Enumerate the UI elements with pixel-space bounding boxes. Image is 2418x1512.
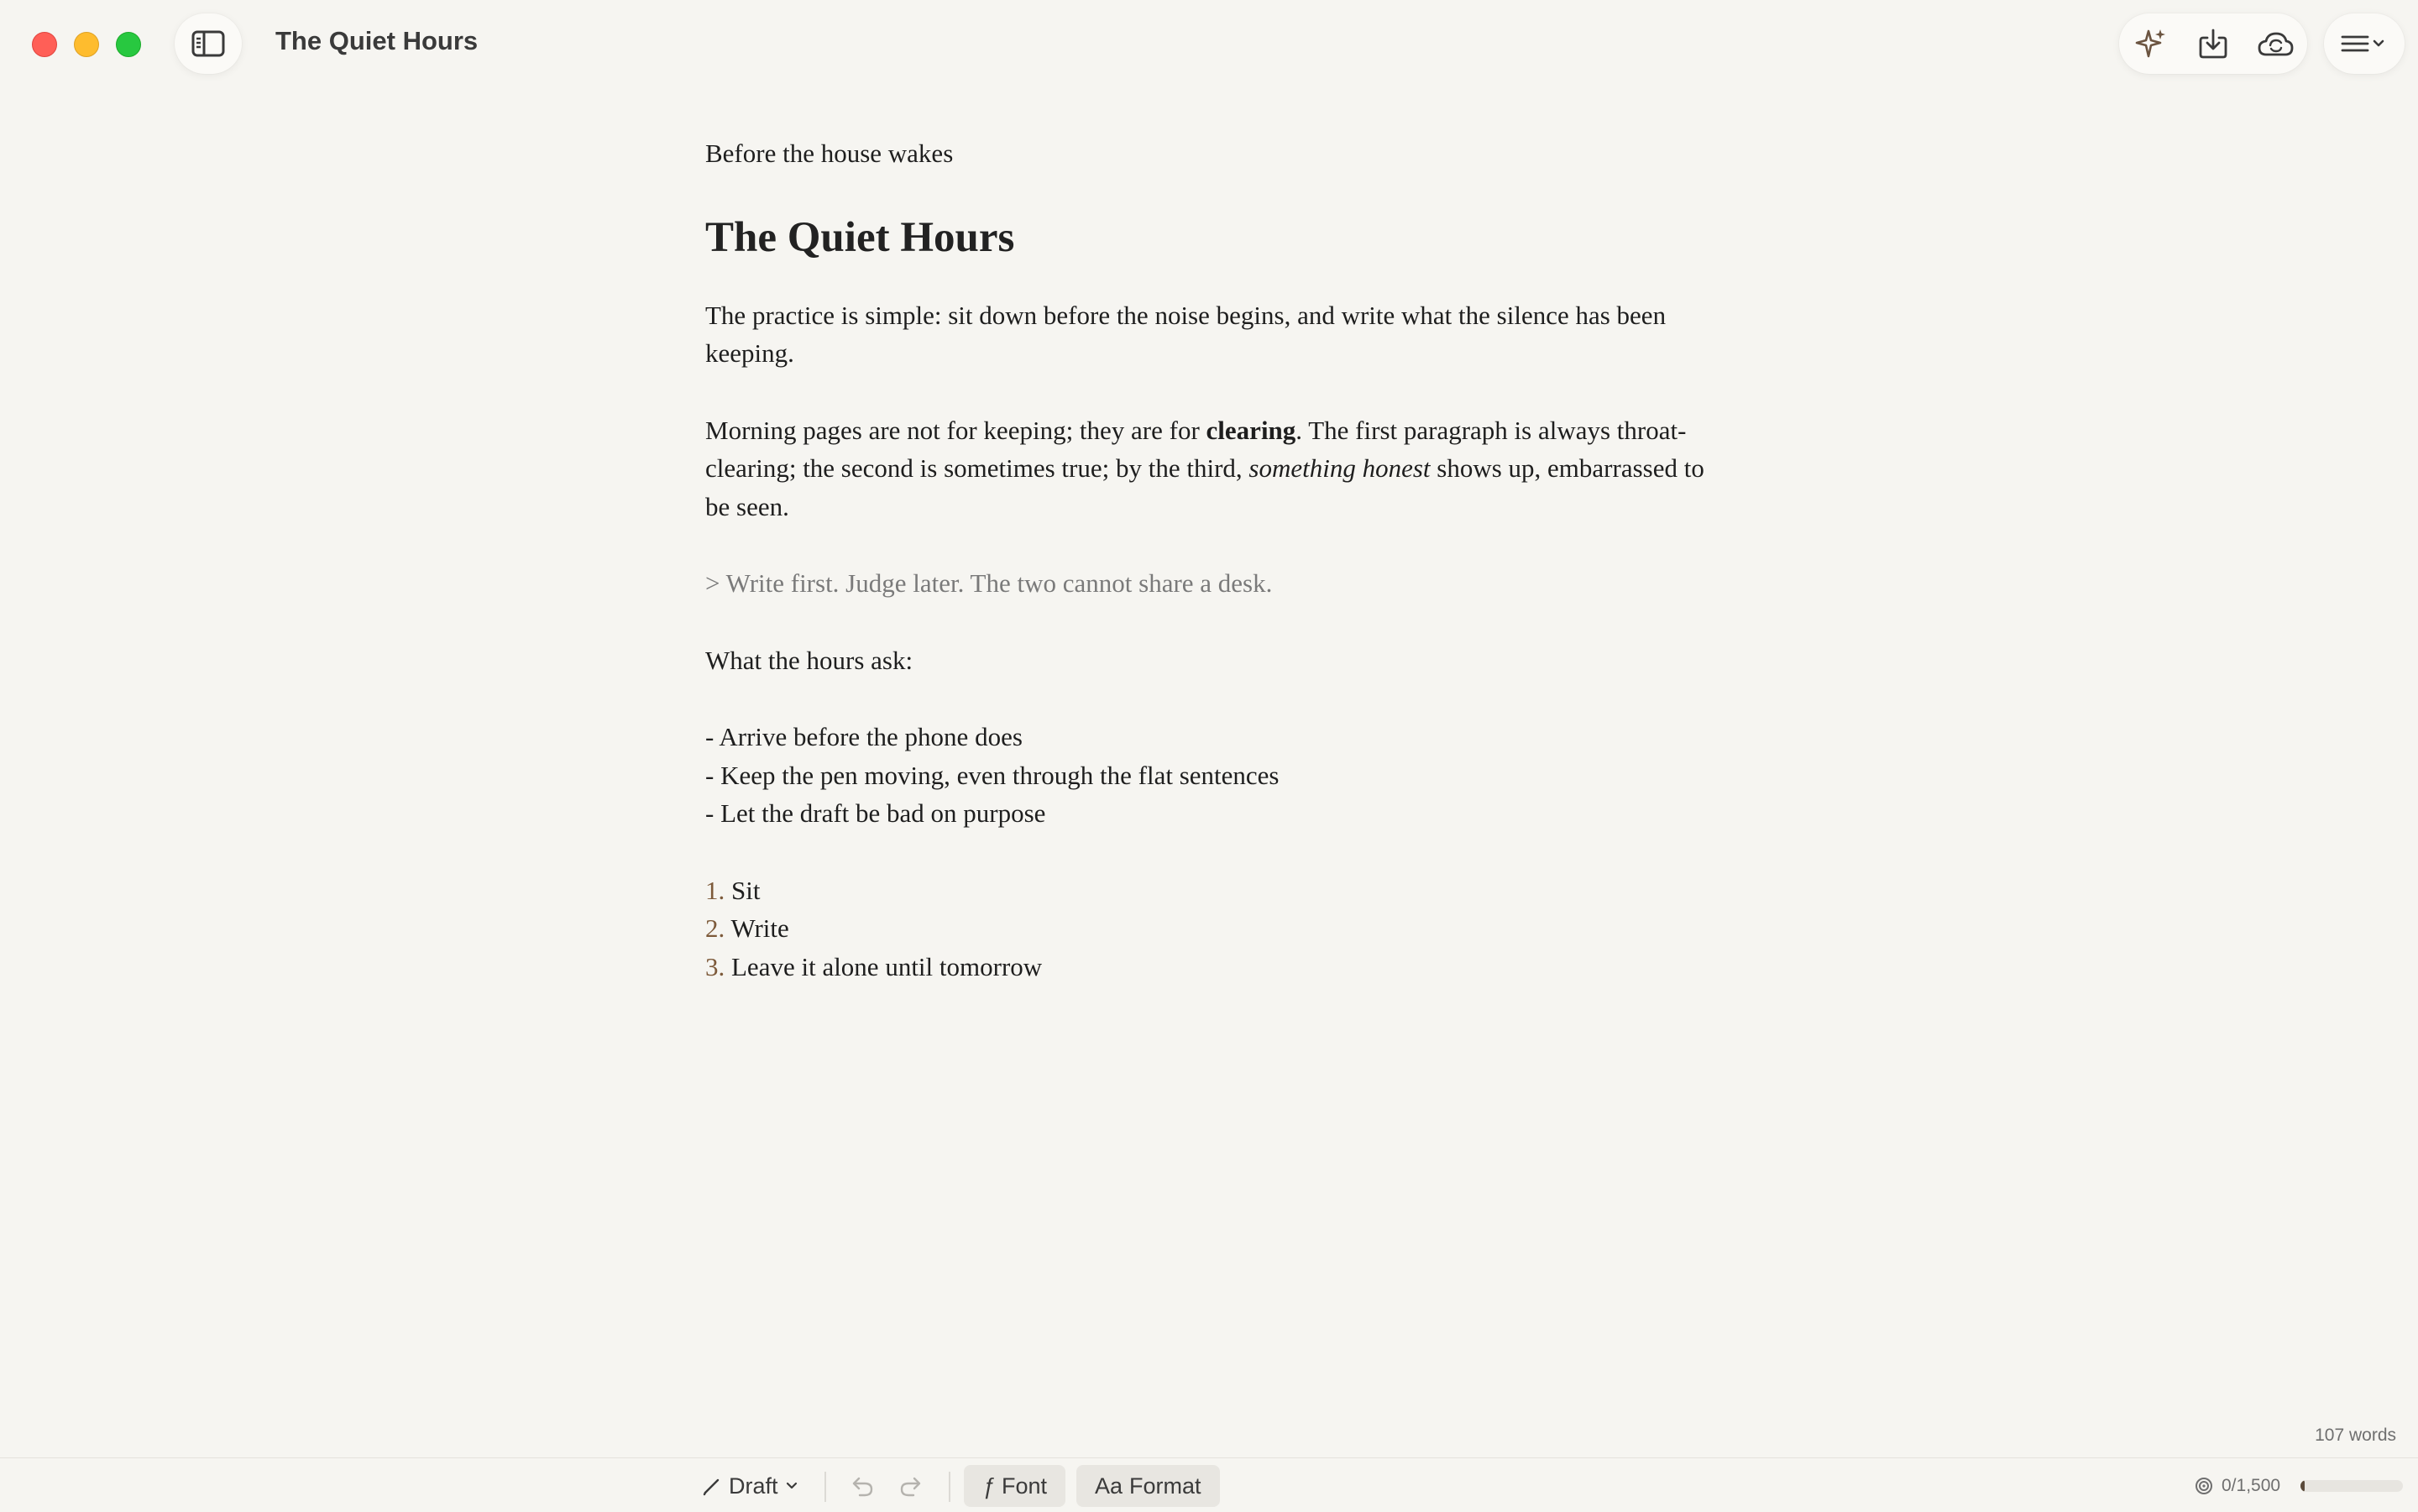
draft-status-dropdown[interactable]: [702, 1467, 798, 1505]
download-icon: [2198, 28, 2228, 60]
zoom-window-button[interactable]: [116, 32, 141, 57]
blockquote[interactable]: > Write first. Judge later. The two cannot share a desk.: [705, 568, 1273, 598]
undo-button[interactable]: [848, 1467, 875, 1505]
minimize-window-button[interactable]: [74, 32, 99, 57]
bullet-item[interactable]: - Let the draft be bad on purpose: [705, 798, 1046, 828]
font-label: Font: [1002, 1473, 1048, 1499]
sparkle-icon: [2135, 28, 2167, 60]
font-button[interactable]: [964, 1465, 1065, 1507]
toolbar-actions: [2119, 13, 2307, 74]
list-item-text: Write: [730, 913, 789, 943]
paragraph[interactable]: [705, 411, 1713, 526]
hamburger-menu-icon: [2339, 33, 2389, 55]
format-glyph: Aa: [1095, 1473, 1123, 1499]
list-item-text: Leave it alone until tomorrow: [731, 951, 1043, 981]
main-menu-button[interactable]: [2324, 13, 2405, 74]
close-window-button[interactable]: [32, 32, 57, 57]
export-button[interactable]: [2188, 18, 2238, 69]
redo-icon: [898, 1474, 925, 1498]
paragraph-text: shows up, embarrassed to be seen.: [705, 453, 1704, 521]
window-title: The Quiet Hours: [275, 26, 479, 55]
list-item-text: Sit: [731, 875, 761, 905]
redo-button[interactable]: [898, 1467, 925, 1505]
ai-assist-button[interactable]: [2126, 18, 2176, 69]
font-glyph: ƒ: [982, 1473, 996, 1499]
bullet-item[interactable]: - Keep the pen moving, even through the flat sentences: [705, 760, 1280, 790]
document-subtitle[interactable]: Before the house wakes: [705, 139, 954, 168]
sync-button[interactable]: [2250, 18, 2300, 69]
italic-text: something honest: [1248, 453, 1431, 483]
goal-progress-fill: [2300, 1480, 2305, 1492]
bottom-toolbar: [0, 1457, 2418, 1512]
toolbar-divider: [824, 1472, 826, 1502]
pencil-icon: [702, 1476, 722, 1496]
document-editor[interactable]: [705, 126, 1713, 986]
paragraph[interactable]: What the hours ask:: [705, 645, 913, 675]
format-button[interactable]: [1076, 1465, 1220, 1507]
draft-label: Draft: [729, 1473, 778, 1499]
list-number: 1.: [705, 875, 725, 905]
chevron-down-icon: [785, 1481, 798, 1491]
sidebar-toggle-icon: [191, 30, 225, 57]
sidebar-toggle-button[interactable]: [175, 13, 242, 74]
document-heading[interactable]: The Quiet Hours: [705, 213, 1015, 261]
undo-icon: [848, 1474, 875, 1498]
word-count: 107 words: [2315, 1426, 2396, 1445]
word-goal[interactable]: [2195, 1467, 2280, 1505]
format-label: Format: [1129, 1473, 1201, 1499]
numbered-item[interactable]: [705, 871, 1713, 910]
list-number: 3.: [705, 951, 725, 981]
bold-text: clearing: [1206, 415, 1296, 445]
numbered-item[interactable]: [705, 909, 1713, 948]
paragraph-text: . The first paragraph is always throat-clearing; the second is sometimes true; by the third,: [705, 415, 1687, 483]
toolbar-divider: [949, 1472, 950, 1502]
cloud-sync-icon: [2257, 29, 2294, 58]
paragraph-text: Morning pages are not for keeping; they are for: [705, 415, 1206, 445]
goal-text: 0/1,500: [2222, 1476, 2281, 1495]
list-number: 2.: [705, 913, 725, 943]
paragraph[interactable]: The practice is simple: sit down before the noise begins, and write what the silence has been keeping.: [705, 300, 1667, 368]
numbered-item[interactable]: [705, 948, 1713, 986]
bullet-item[interactable]: - Arrive before the phone does: [705, 722, 1023, 751]
window-controls: [32, 32, 141, 57]
target-icon: [2195, 1477, 2213, 1495]
goal-progress-bar: [2300, 1480, 2403, 1492]
